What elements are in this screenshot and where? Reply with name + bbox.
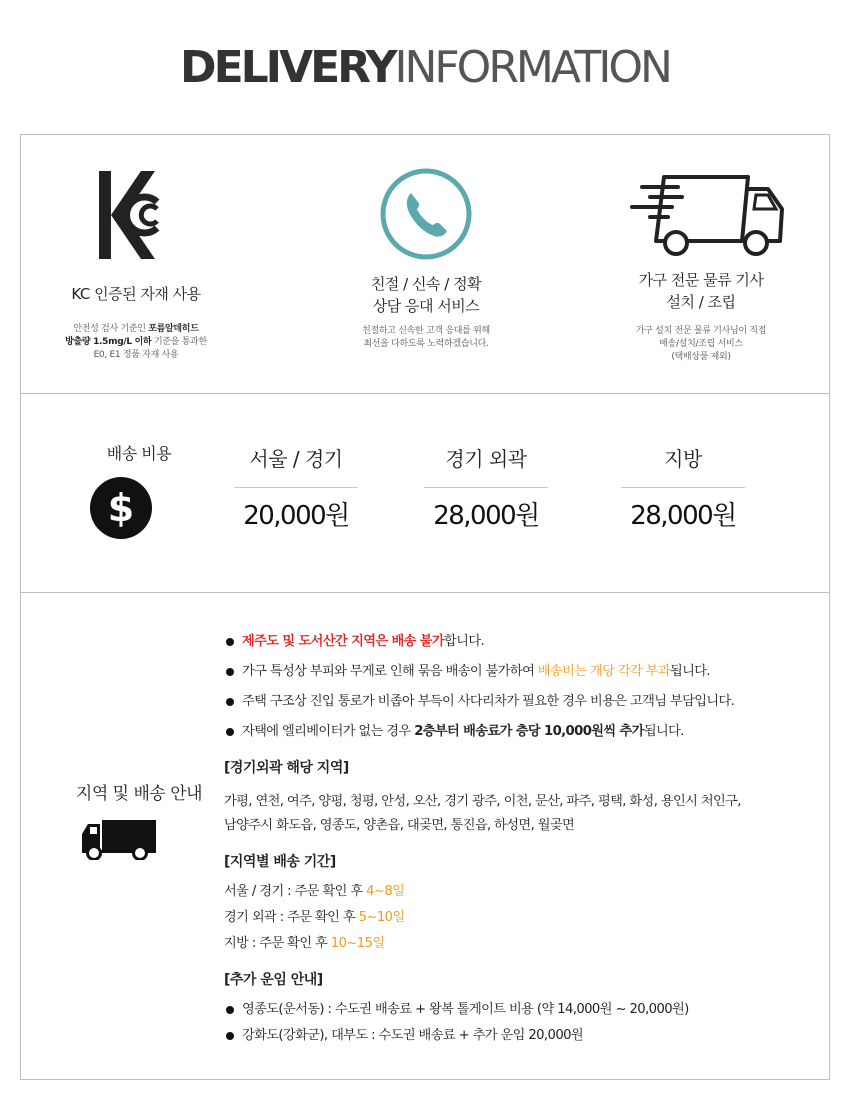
note-item: 제주도 및 도서산간 지역은 배송 불가합니다.: [224, 627, 824, 657]
feature-kc: [41, 135, 231, 393]
region-rule: [424, 487, 548, 488]
outer-area-line-2: 남양주시 화도읍, 영종도, 양촌읍, 대곶면, 통진읍, 하성면, 월곶면: [224, 818, 575, 833]
region-seoul: [234, 441, 358, 538]
extra-fee-list: [224, 997, 824, 1049]
section-divider: [21, 592, 829, 593]
note-item: 주택 구조상 진입 통로가 비좁아 부득이 사다리차가 필요한 경우 비용은 고객님 부담입니다.: [224, 687, 824, 717]
outer-area-title: [경기외곽 해당 지역]: [224, 760, 349, 776]
region-outer: [424, 441, 548, 538]
feature-phone-desc-2: 최선을 다하도록 노력하겠습니다.: [363, 339, 489, 349]
feature-delivery-desc-2: 배송/설치/조립 서비스: [659, 339, 743, 349]
region-price: 28,000원: [433, 501, 539, 531]
region-rule: [621, 487, 745, 488]
truck-icon: [80, 818, 158, 860]
phone-icon: [380, 168, 472, 260]
feature-kc-desc-3: E0, E1 정품 자재 사용: [93, 350, 179, 360]
feature-phone-desc-1: 친절하고 신속한 고객 응대를 위해: [362, 326, 490, 336]
delivery-truck-icon: [630, 171, 786, 259]
page-title: [0, 40, 850, 96]
region-name: 지방: [664, 447, 702, 471]
delivery-period-row: 서울 / 경기 : 주문 확인 후 4~8일: [224, 884, 405, 899]
svg-text:$: $: [107, 486, 135, 530]
delivery-notes: [224, 627, 824, 747]
note-item: 자택에 엘리베이터가 없는 경우 2층부터 배송료가 층당 10,000원씩 추가됩니다.: [224, 717, 824, 747]
region-name: 경기 외곽: [445, 447, 527, 471]
feature-delivery: [601, 135, 801, 393]
region-price: 20,000원: [243, 501, 349, 531]
feature-phone-title-2: 상담 응대 서비스: [372, 297, 480, 315]
feature-kc-title: KC 인증된 자재 사용: [71, 285, 201, 303]
feature-kc-desc-2: 방출량 1.5mg/L 이하 기준을 통과한: [65, 337, 207, 347]
region-rule: [234, 487, 358, 488]
region-price: 28,000원: [630, 501, 736, 531]
feature-delivery-title-2: 설치 / 조립: [666, 293, 736, 311]
guide-label: 지역 및 배송 안내: [75, 784, 203, 804]
region-local: [621, 441, 745, 538]
feature-delivery-title-1: 가구 전문 물류 기사: [638, 271, 764, 289]
outer-area-line-1: 가평, 연천, 여주, 양평, 청평, 안성, 오산, 경기 광주, 이천, 문산, 파주, 평택, 화성, 용인시 처인구,: [224, 794, 741, 809]
note-item: 가구 특성상 부피와 무게로 인해 묶음 배송이 불가하여 배송비는 개당 각각 부과됩니다.: [224, 657, 824, 687]
delivery-period-row: 경기 외곽 : 주문 확인 후 5~10일: [224, 910, 405, 925]
dollar-icon: [89, 476, 153, 540]
title-bold: DELIVERY: [180, 42, 395, 93]
region-name: 서울 / 경기: [249, 447, 343, 471]
delivery-period-title: [지역별 배송 기간]: [224, 854, 336, 870]
section-divider: [21, 393, 829, 394]
feature-delivery-desc-3: (택배상품 제외): [671, 352, 731, 362]
feature-phone: [326, 135, 526, 393]
extra-fee-title: [추가 운임 안내]: [224, 972, 323, 988]
extra-fee-item: 영종도(운서동) : 수도권 배송료 + 왕복 톨게이트 비용 (약 14,000원 ~ 20,000원): [224, 997, 824, 1023]
feature-phone-title-1: 친절 / 신속 / 정확: [370, 275, 482, 293]
shipping-cost-label: 배송 비용: [106, 444, 172, 463]
extra-fee-item: 강화도(강화군), 대부도 : 수도권 배송료 + 추가 운임 20,000원: [224, 1023, 824, 1049]
kc-mark-icon: [97, 169, 161, 261]
feature-delivery-desc-1: 가구 설치 전문 물류 기사님이 직접: [635, 326, 767, 336]
feature-kc-desc-1: 안전성 검사 기준인 포름알데히드: [73, 324, 199, 334]
delivery-period-row: 지방 : 주문 확인 후 10~15일: [224, 936, 385, 951]
title-light: INFORMATION: [394, 42, 670, 93]
info-frame: [20, 134, 830, 1080]
